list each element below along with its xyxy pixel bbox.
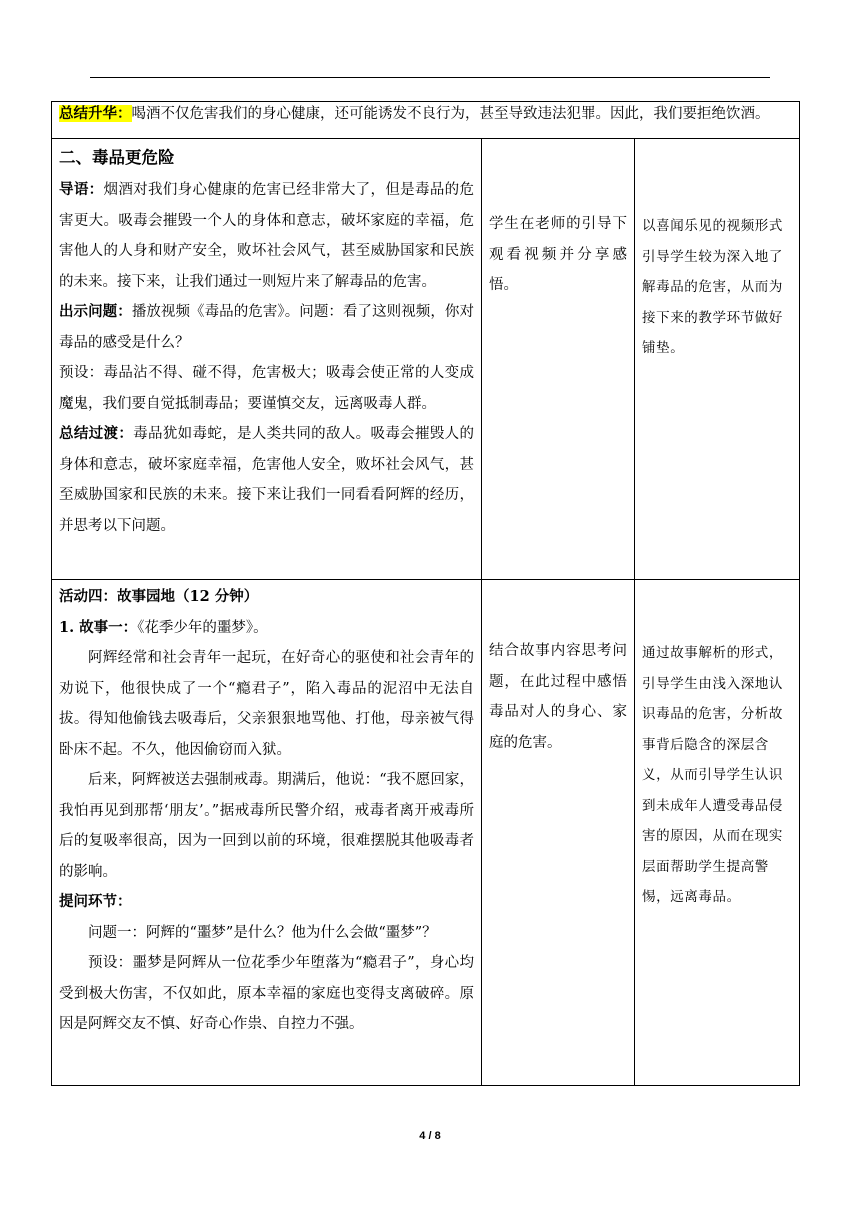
summary-label: 总结升华： [59,105,132,122]
intro-text: 烟酒对我们身心健康的危害已经非常大了，但是毒品的危害更大。吸毒会摧毁一个人的身体和意志，破坏家庭的幸福，危害他人的人身和财产安全，败坏社会风气，甚至威胁国家和民族的未来。接下来，让我们通过一则短片来了解毒品的危害。 [59,182,474,290]
section2-row [52,139,800,580]
section2-transition [59,419,474,541]
activity4-title: 活动四：故事园地（12 分钟） [59,588,259,605]
story-para-1: 阿辉经常和社会青年一起玩，在好奇心的驱使和社会青年的劝说下，他很快成了一个“瘾君子”，陷入毒品的泥沼中无法自拔。得知他偷钱去吸毒后，父亲狠狠地骂他、打他，母亲被气得卧床不起。不久，他因偷窃而入狱。 [59,650,474,758]
section2-content-cell [52,139,482,580]
question-1: 问题一：阿辉的“噩梦”是什么？他为什么会做“噩梦”？ [88,924,437,941]
transition-label: 总结过渡： [59,425,134,442]
intro-label: 导语： [59,181,104,198]
section2-student-activity: 学生在老师的引导下观看视频并分享感悟。 [489,216,627,293]
summary-text: 喝酒不仅危害我们的身心健康，还可能诱发不良行为，甚至导致违法犯罪。因此，我们要拒绝饮酒。 [131,106,770,122]
section2-question [59,297,474,358]
story-heading [59,613,474,644]
section2-preset: 预设：毒品沾不得、碰不得，危害极大；吸毒会使正常的人变成魔鬼，我们要自觉抵制毒品；要谨慎交友，远离吸毒人群。 [59,365,474,412]
activity4-content-cell [52,580,482,1086]
header-rule [90,77,770,78]
summary-cell [52,102,800,139]
transition-text: 毒品犹如毒蛇，是人类共同的敌人。吸毒会摧毁人的身体和意志，破坏家庭幸福，危害他人安全，败坏社会风气，甚至威胁国家和民族的未来。接下来让我们一同看看阿辉的经历，并思考以下问题。 [59,426,475,534]
story-title: 《花季少年的噩梦》。 [137,619,268,636]
section2-intent-cell [635,139,800,580]
activity4-design-intent: 通过故事解析的形式，引导学生由浅入深地认识毒品的危害，分析故事背后隐含的深层含义，从而引导学生认识到未成年人遭受毒品侵害的原因，从而在现实层面帮助学生提高警惕，远离毒品。 [642,645,783,905]
question-text: 播放视频《毒品的危害》。问题：看了这则视频，你对毒品的感受是什么？ [59,304,474,351]
question-label: 出示问题： [59,303,132,320]
story-para-2: 后来，阿辉被送去强制戒毒。期满后，他说：“我不愿回家，我怕再见到那帮‘朋友’。”据戒毒所民警介绍，戒毒者离开戒毒所后的复吸率很高，因为一回到以前的环境，很难摆脱其他吸毒者的影响。 [59,772,474,880]
activity4-intent-cell [635,580,800,1086]
ask-label: 提问环节： [59,893,132,910]
activity4-student-cell [482,580,635,1086]
section2-intro [59,175,474,297]
lesson-plan-table [51,101,800,1086]
activity4-student-activity: 结合故事内容思考问题，在此过程中感悟毒品对人的身心、家庭的危害。 [489,643,627,751]
section2-student-cell [482,139,635,580]
story-label: 1. 故事一： [59,618,138,636]
summary-row [52,102,800,139]
activity4-row [52,580,800,1086]
section2-design-intent: 以喜闻乐见的视频形式引导学生较为深入地了解毒品的危害，从而为接下来的教学环节做好铺垫。 [642,218,783,356]
section2-title: 二、毒品更危险 [59,148,175,167]
page-number: 4 / 8 [419,1130,441,1142]
answer-1: 预设：噩梦是阿辉从一位花季少年堕落为“瘾君子”，身心均受到极大伤害，不仅如此，原本幸福的家庭也变得支离破碎。原因是阿辉交友不慎、好奇心作祟、自控力不强。 [59,955,474,1032]
